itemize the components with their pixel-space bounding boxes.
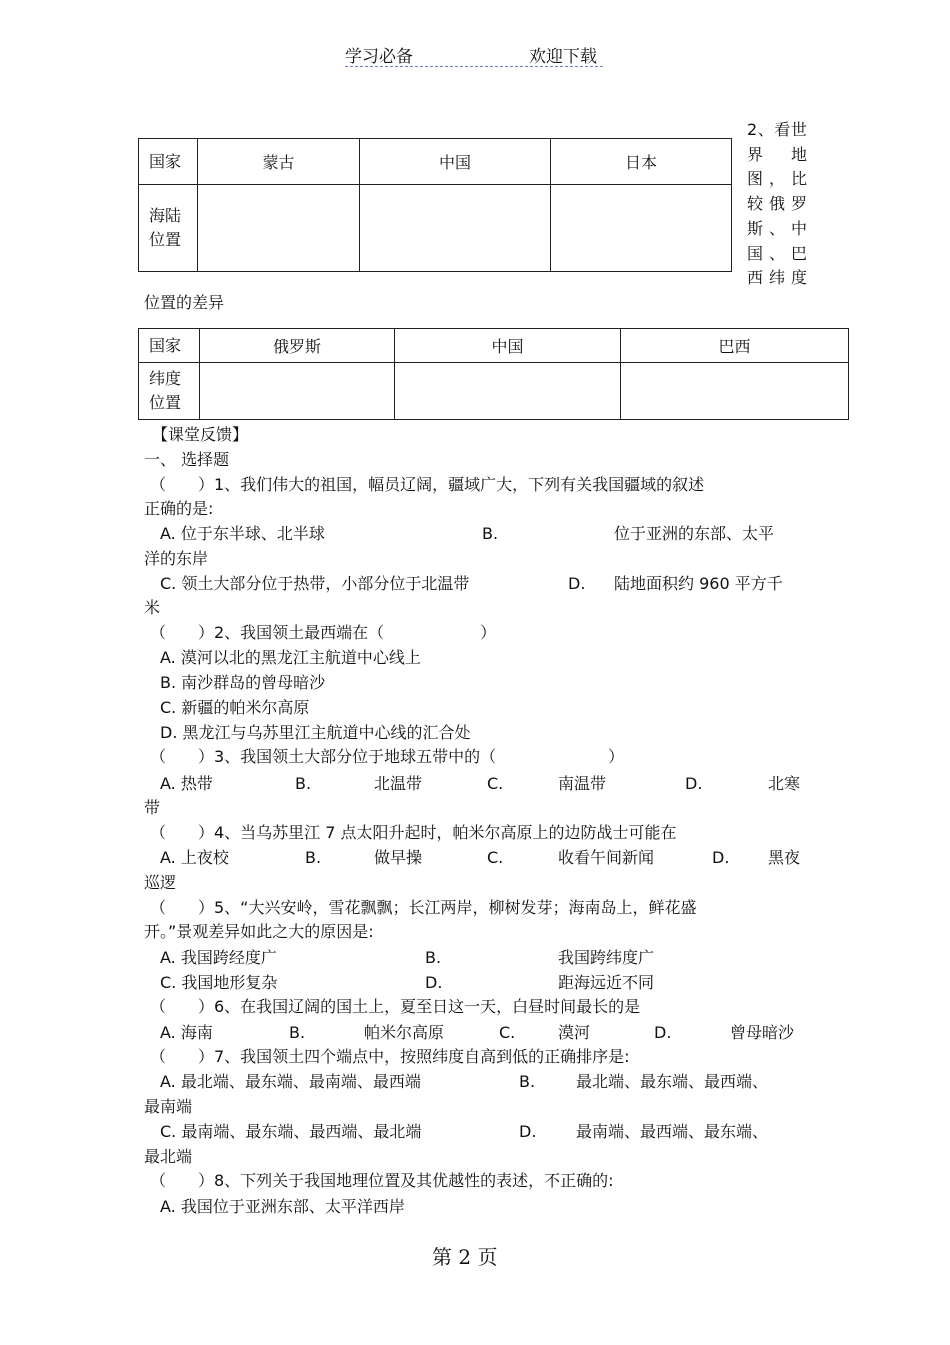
q3-option-a: A. 热带: [160, 774, 213, 793]
q2-stem: （ ）2、我国领土最西端在（ ）: [150, 623, 497, 642]
q5-option-b-text: 我国跨纬度广: [558, 948, 655, 967]
q2-option-a: A. 漠河以北的黑龙江主航道中心线上: [160, 648, 421, 667]
q4-option-d-text: 黑夜: [768, 848, 801, 867]
table2-cell: [621, 363, 849, 420]
q2-option-c: C. 新疆的帕米尔高原: [160, 698, 310, 717]
table1-header-china: 中国: [360, 139, 551, 185]
q1-option-a: A. 位于东半球、北半球: [160, 524, 325, 543]
q7-option-b-letter: B.: [519, 1072, 536, 1091]
q4-option-b-text: 做早操: [374, 848, 423, 867]
q7-option-d-letter: D.: [519, 1122, 537, 1141]
q6-stem: （ ）6、在我国辽阔的国土上，夏至日这一天，白昼时间最长的是: [150, 997, 641, 1016]
q3-option-b-text: 北温带: [374, 774, 423, 793]
q3-option-c-letter: C.: [487, 774, 504, 793]
latitude-position-table: [138, 328, 849, 420]
q3-option-d-letter: D.: [685, 774, 703, 793]
table2-header-country: 国家: [139, 329, 200, 363]
q4-option-d-letter: D.: [712, 848, 730, 867]
q6-option-c-letter: C.: [499, 1023, 516, 1042]
q4-stem: （ ）4、当乌苏里江 7 点太阳升起时，帕米尔高原上的边防战士可能在: [150, 823, 677, 842]
q7-option-d-text: 最南端、最西端、最东端、: [576, 1122, 769, 1141]
q6-option-d-text: 曾母暗沙: [730, 1023, 795, 1042]
table2-header-russia: 俄罗斯: [200, 329, 395, 363]
q1-option-d-wrap: 米: [144, 598, 161, 617]
q5-option-d-letter: D.: [425, 973, 443, 992]
table1-header-japan: 日本: [551, 139, 732, 185]
side-instruction: 2、看世 界 地 图，比 较俄罗 斯、中 国、巴 西纬度: [747, 120, 807, 288]
q1-stem: （ ）1、我们伟大的祖国，幅员辽阔，疆域广大，下列有关我国疆域的叙述: [150, 475, 705, 494]
q6-option-d-letter: D.: [654, 1023, 672, 1042]
header-left: 学习必备: [345, 47, 413, 67]
q3-option-d-wrap: 带: [144, 798, 161, 817]
q1-option-b-wrap: 洋的东岸: [144, 549, 209, 568]
table2-cell: [200, 363, 395, 420]
q4-option-c-letter: C.: [487, 848, 504, 867]
q6-option-b-text: 帕米尔高原: [364, 1023, 445, 1042]
q3-stem: （ ）3、我国领土大部分位于地球五带中的（ ）: [150, 747, 625, 766]
header-right: 欢迎下载: [529, 47, 597, 67]
q6-option-b-letter: B.: [289, 1023, 306, 1042]
q7-option-d-wrap: 最北端: [144, 1147, 193, 1166]
table1-cell: [360, 185, 551, 272]
side-instruction-continued: 位置的差异: [144, 293, 225, 312]
q2-option-d: D. 黑龙江与乌苏里江主航道中心线的汇合处: [160, 723, 471, 742]
q2-option-b: B. 南沙群岛的曾母暗沙: [160, 673, 326, 692]
table1-header-country: 国家: [139, 139, 198, 185]
q8-option-a: A. 我国位于亚洲东部、太平洋西岸: [160, 1197, 405, 1216]
table2-header-china: 中国: [395, 329, 621, 363]
table2-row-label: 纬度 位置: [139, 363, 200, 420]
q5-option-a: A. 我国跨经度广: [160, 948, 277, 967]
q7-option-c: C. 最南端、最东端、最西端、最北端: [160, 1122, 422, 1141]
q5-option-b-letter: B.: [425, 948, 442, 967]
q6-option-c-text: 漠河: [558, 1023, 591, 1042]
q5-option-c: C. 我国地形复杂: [160, 973, 278, 992]
q5-stem-cont: 开。”景观差异如此之大的原因是:: [144, 922, 374, 941]
q3-option-b-letter: B.: [295, 774, 312, 793]
q3-option-d-text: 北寒: [768, 774, 801, 793]
q3-option-c-text: 南温带: [558, 774, 607, 793]
table2-header-brazil: 巴西: [621, 329, 849, 363]
part-title: 一、 选择题: [144, 450, 230, 469]
table1-cell: [551, 185, 732, 272]
section-title: 【课堂反馈】: [152, 425, 249, 444]
q7-option-b-text: 最北端、最东端、最西端、: [576, 1072, 769, 1091]
q7-option-b-wrap: 最南端: [144, 1097, 193, 1116]
q1-option-d-letter: D.: [568, 574, 586, 593]
page-header: [345, 40, 603, 67]
table1-cell: [198, 185, 360, 272]
q4-option-c-text: 收看午间新闻: [558, 848, 655, 867]
table1-row-label: 海陆 位置: [139, 185, 198, 272]
q5-option-d-text: 距海远近不同: [558, 973, 655, 992]
q6-option-a: A. 海南: [160, 1023, 213, 1042]
q4-option-a: A. 上夜校: [160, 848, 229, 867]
q7-option-a: A. 最北端、最东端、最南端、最西端: [160, 1072, 421, 1091]
page-number: 第 2 页: [432, 1245, 498, 1269]
q8-stem: （ ）8、下列关于我国地理位置及其优越性的表述，不正确的:: [150, 1171, 614, 1190]
table1-header-mongolia: 蒙古: [198, 139, 360, 185]
q1-option-c: C. 领土大部分位于热带，小部分位于北温带: [160, 574, 470, 593]
q5-stem: （ ）5、“大兴安岭，雪花飘飘；长江两岸，柳树发芽；海南岛上，鲜花盛: [150, 898, 697, 917]
table2-cell: [395, 363, 621, 420]
q1-option-d-text: 陆地面积约 960 平方千: [614, 574, 783, 593]
q1-stem-cont: 正确的是:: [144, 499, 214, 518]
q4-option-d-wrap: 巡逻: [144, 873, 177, 892]
q1-option-b-letter: B.: [482, 524, 499, 543]
sea-land-position-table: [138, 138, 732, 272]
q4-option-b-letter: B.: [305, 848, 322, 867]
q7-stem: （ ）7、我国领土四个端点中，按照纬度自高到低的正确排序是:: [150, 1047, 630, 1066]
q1-option-b-text: 位于亚洲的东部、太平: [614, 524, 775, 543]
